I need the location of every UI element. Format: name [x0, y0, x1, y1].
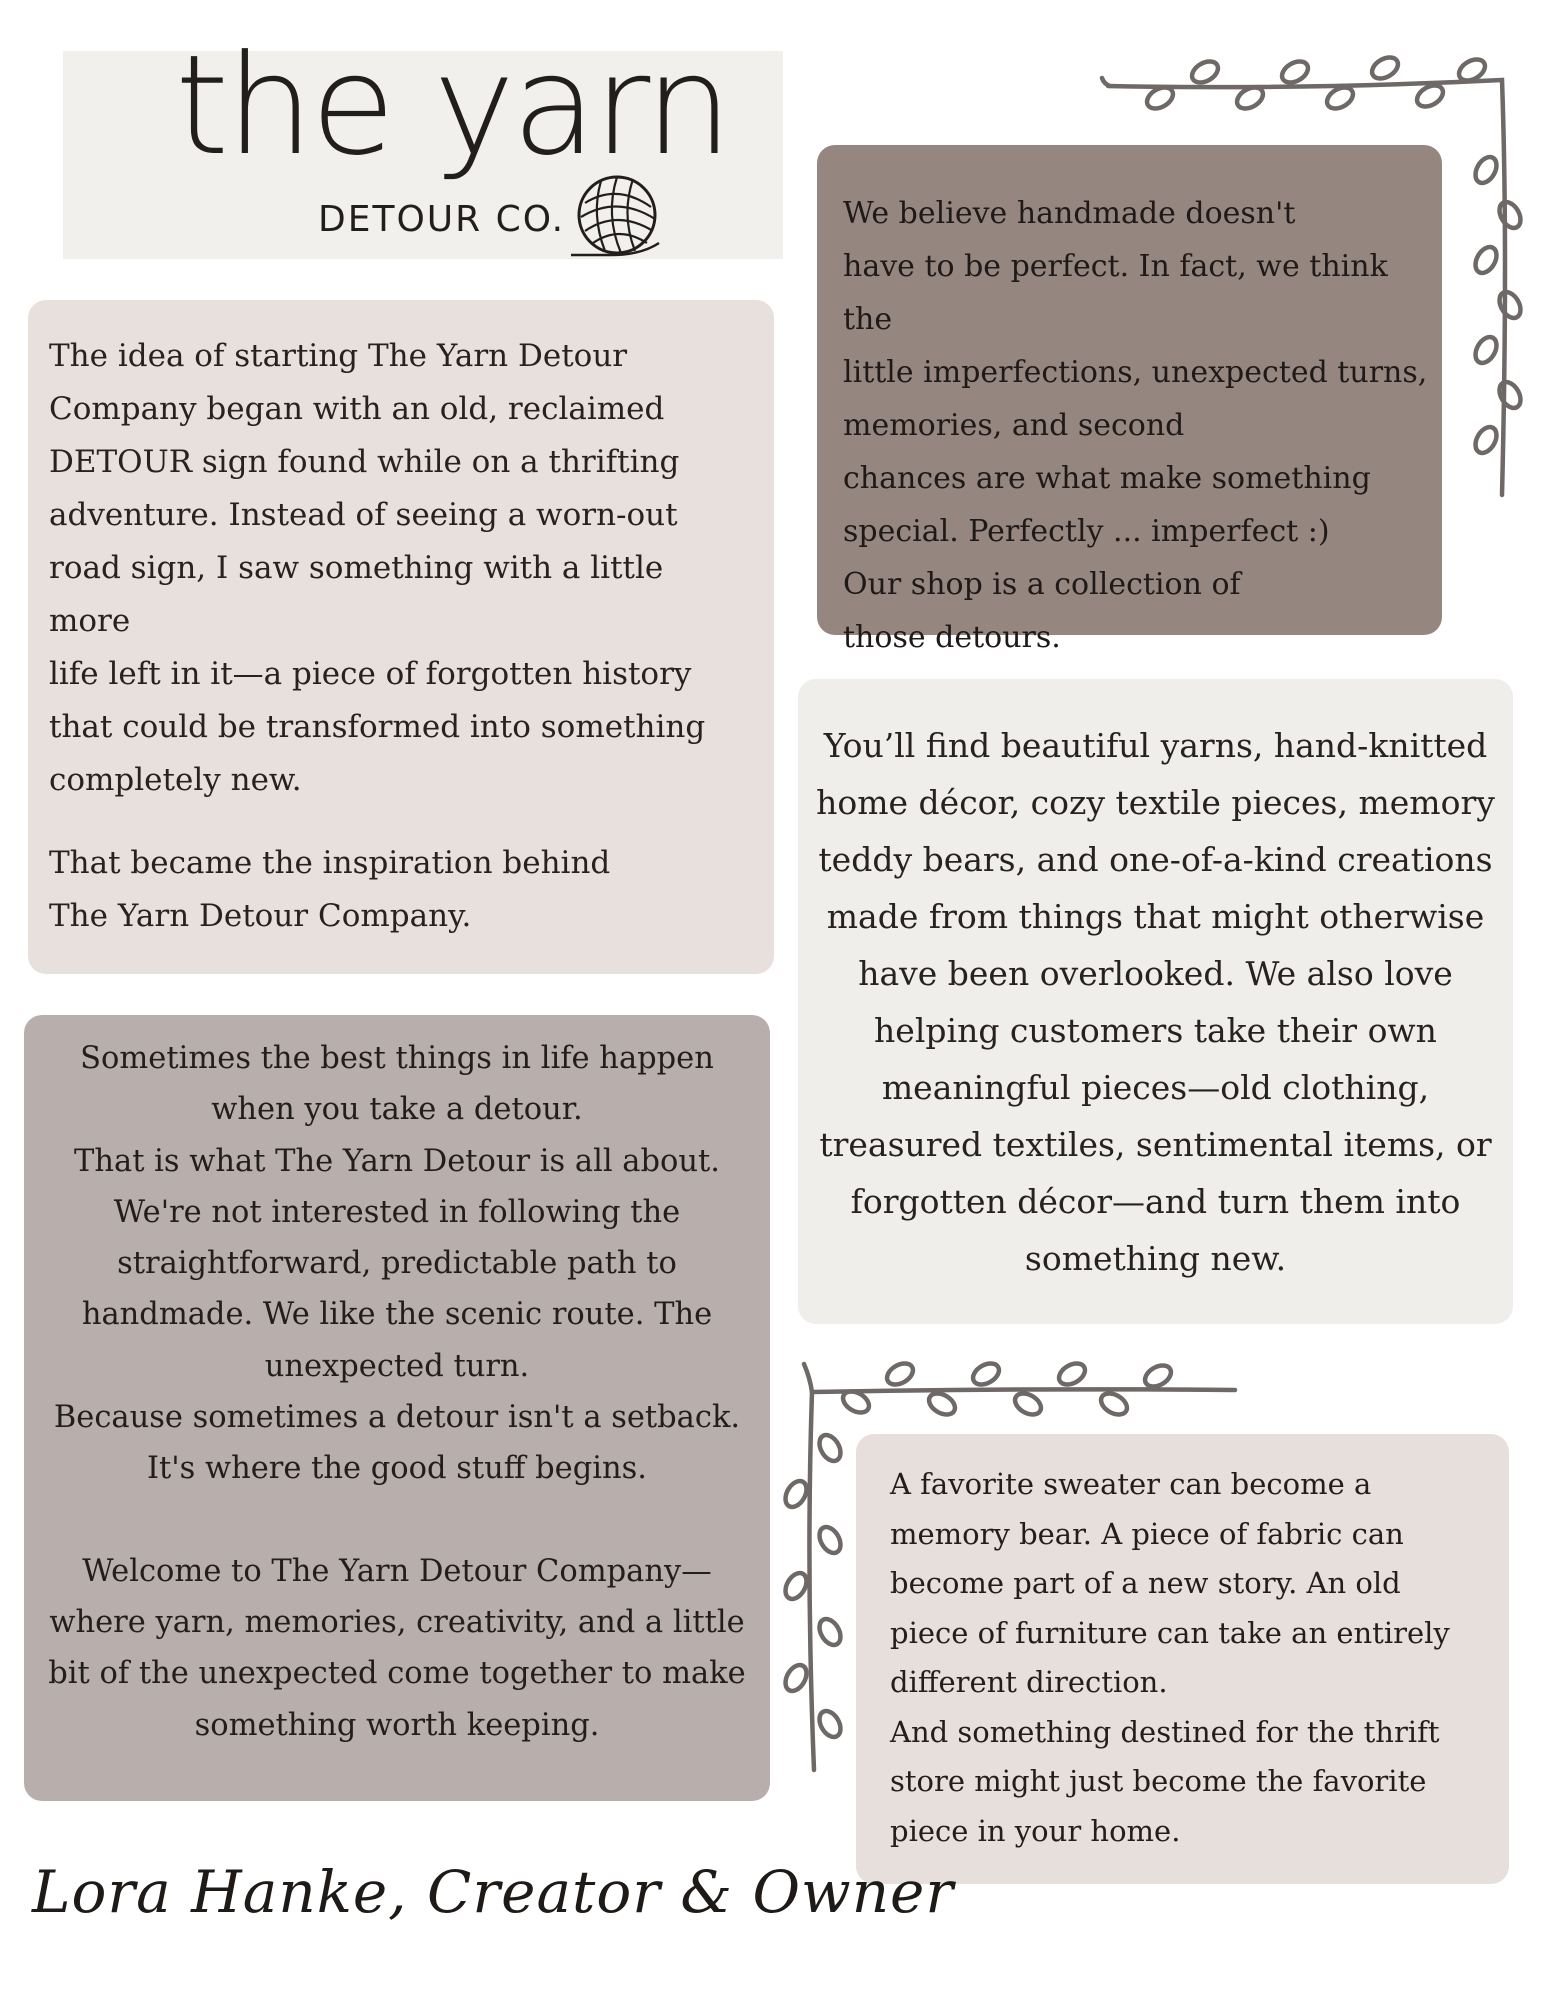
- detour-box: [24, 1015, 770, 1801]
- origin-story-box: [28, 300, 774, 974]
- origin-paragraph-1: The idea of starting The Yarn Detour Company began with an old, reclaimed DETOUR sign found while on a thrifting adventure. Instead of seeing a worn-out road sign, I saw something with a little more life left in it—a piece of forgotten history that could be transformed into something completely new.: [49, 338, 706, 798]
- belief-text: We believe handmade doesn't have to be perfect. In fact, we think the little imperfections, unexpected turns, memories, and second chances are what make something special. Perfectly ... imperfect :) Our shop is a collection of those detours.: [843, 196, 1428, 655]
- vine-corner-top-right-icon: [1100, 50, 1520, 510]
- detour-paragraph-1: Sometimes the best things in life happen when you take a detour. That is what The Yarn Detour is all about. We're not interested in following the straightforward, predictable path to handmade. We like the scenic route. The unexpected turn. Because sometimes a detour isn't a setback. It's where the good stuff begins.: [53, 1041, 741, 1487]
- logo: [63, 25, 783, 259]
- origin-paragraph-2: That became the inspiration behind The Yarn Detour Company.: [49, 845, 611, 934]
- shop-box: [798, 679, 1513, 1324]
- vine-corner-bottom-left-icon: [780, 1352, 1240, 1782]
- signature: Lora Hanke, Creator & Owner: [32, 1858, 955, 1926]
- logo-subtitle: DETOUR CO.: [318, 199, 566, 240]
- sweater-text: A favorite sweater can become a memory bear. A piece of fabric can become part of a new story. An old piece of furniture can take an entirely different direction. And something destined for the thrift store might just become the favorite piece in your home.: [890, 1467, 1450, 1848]
- detour-paragraph-2: Welcome to The Yarn Detour Company— where yarn, memories, creativity, and a little bit of the unexpected come together to make something worth keeping.: [48, 1553, 746, 1743]
- shop-text: You’ll find beautiful yarns, hand-knitted home décor, cozy textile pieces, memory teddy bears, and one-of-a-kind creations made from things that might otherwise have been overlooked. We also love helping customers take their own meaningful pieces—old clothing, treasured textiles, sentimental items, or forgotten décor—and turn them into something new.: [816, 726, 1495, 1278]
- yarn-ball-icon: [571, 173, 671, 259]
- logo-title: the yarn: [175, 25, 730, 186]
